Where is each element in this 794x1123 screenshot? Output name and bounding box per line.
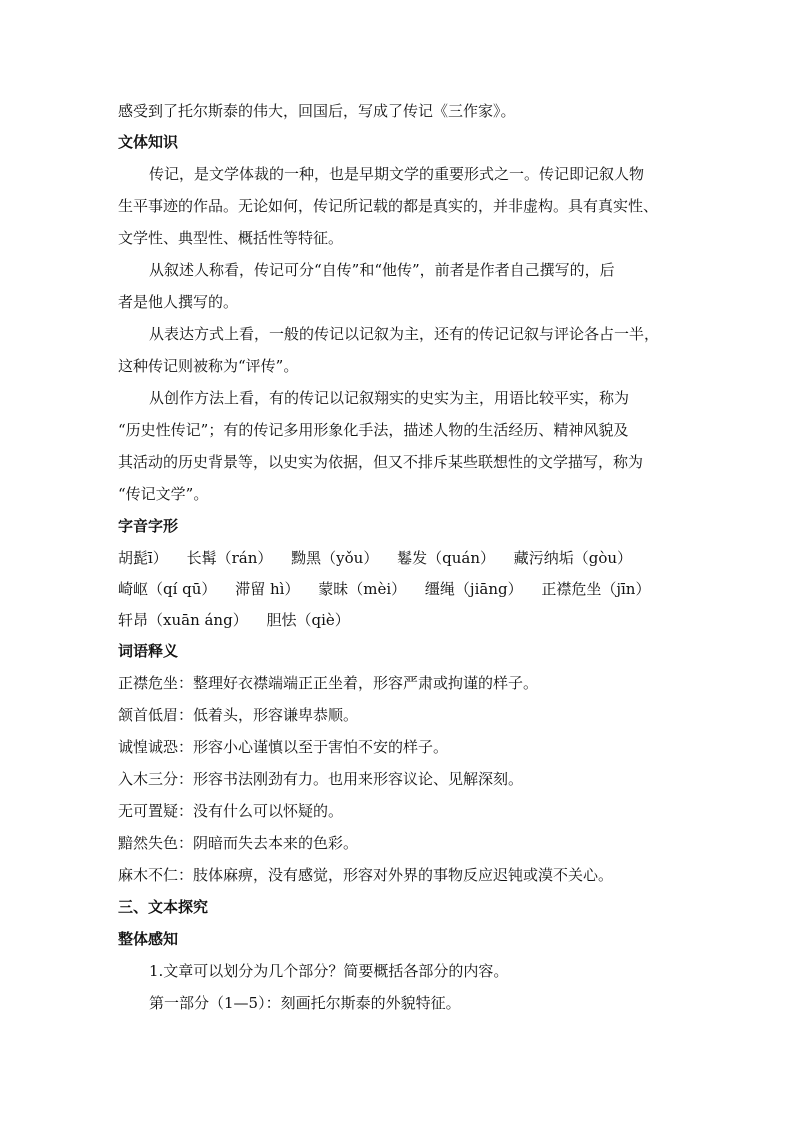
word-item: 藏污纳垢（gòu） bbox=[513, 549, 633, 567]
answer-line: 第一部分（1—5）：刻画托尔斯泰的外貌特征。 bbox=[149, 994, 461, 1012]
section-heading-san: 三、文本探究 bbox=[118, 898, 209, 916]
paragraph-line: 从叙述人称看，传记可分“自传”和“他传”，前者是作者自己撰写的，后 bbox=[149, 261, 615, 279]
word-item: 黝黑（yǒu） bbox=[291, 549, 379, 567]
word-item: 崎岖（qí qū） bbox=[118, 580, 217, 598]
definition-line: 正襟危坐：整理好衣襟端端正正坐着，形容严肃或拘谨的样子。 bbox=[118, 674, 539, 692]
definition-line: 颔首低眉：低着头，形容谦卑恭顺。 bbox=[118, 706, 359, 724]
paragraph-line: “历史性传记”；有的传记多用形象化手法，描述人物的生活经历、精神风貌及 bbox=[118, 421, 629, 439]
word-item: 蒙昧（mèi） bbox=[318, 580, 407, 598]
definition-line: 无可置疑：没有什么可以怀疑的。 bbox=[118, 802, 344, 820]
word-item: 鬈发（quán） bbox=[397, 549, 495, 567]
pronunciation-row bbox=[118, 548, 646, 568]
paragraph-line: 文学性、典型性、概括性等特征。 bbox=[118, 229, 344, 247]
paragraph-line: 者是他人撰写的。 bbox=[118, 293, 239, 311]
definition-line: 麻木不仁：肢体麻痹，没有感觉，形容对外界的事物反应迟钝或漠不关心。 bbox=[118, 866, 614, 884]
paragraph-line: 这种传记则被称为“评传”。 bbox=[118, 357, 299, 375]
section-heading-ciyu: 词语释义 bbox=[118, 642, 179, 660]
word-item: 正襟危坐（jīn） bbox=[541, 580, 651, 598]
paragraph-line: 其活动的历史背景等，以史实为依据，但又不排斥某些联想性的文学描写，称为 bbox=[118, 453, 644, 471]
paragraph-line: 生平事迹的作品。无论如何，传记所记载的都是真实的，并非虚构。具有真实性、 bbox=[118, 197, 659, 215]
pronunciation-row bbox=[118, 579, 664, 599]
word-item: 滞留 hì） bbox=[235, 580, 300, 598]
text-line: 感受到了托尔斯泰的伟大，回国后，写成了传记《三作家》。 bbox=[118, 102, 516, 120]
definition-line: 黯然失色：阴暗而失去本来的色彩。 bbox=[118, 834, 359, 852]
paragraph-line: “传记文学”。 bbox=[118, 485, 209, 503]
section-heading-wenti: 文体知识 bbox=[118, 133, 179, 151]
word-item: 缰绳（jiāng） bbox=[424, 580, 523, 598]
word-item: 轩昂（xuān áng） bbox=[118, 611, 248, 629]
question-line: 1.文章可以划分为几个部分？简要概括各部分的内容。 bbox=[149, 962, 509, 980]
word-item: 胡髭ī） bbox=[118, 549, 168, 567]
pronunciation-row bbox=[118, 610, 364, 630]
word-item: 长髯（rán） bbox=[186, 549, 273, 567]
paragraph-line: 从表达方式上看，一般的传记以记叙为主，还有的传记记叙与评论各占一半， bbox=[149, 325, 660, 343]
definition-line: 诚惶诚恐：形容小心谨慎以至于害怕不安的样子。 bbox=[118, 738, 449, 756]
section-heading-ziyin: 字音字形 bbox=[118, 517, 179, 535]
paragraph-line: 从创作方法上看，有的传记以记叙翔实的史实为主，用语比较平实，称为 bbox=[149, 389, 630, 407]
paragraph-line: 传记，是文学体裁的一种，也是早期文学的重要形式之一。传记即记叙人物 bbox=[149, 165, 645, 183]
definition-line: 入木三分：形容书法刚劲有力。也用来形容议论、见解深刻。 bbox=[118, 770, 524, 788]
section-heading-zhengti: 整体感知 bbox=[118, 930, 179, 948]
word-item: 胆怯（qiè） bbox=[266, 611, 350, 629]
